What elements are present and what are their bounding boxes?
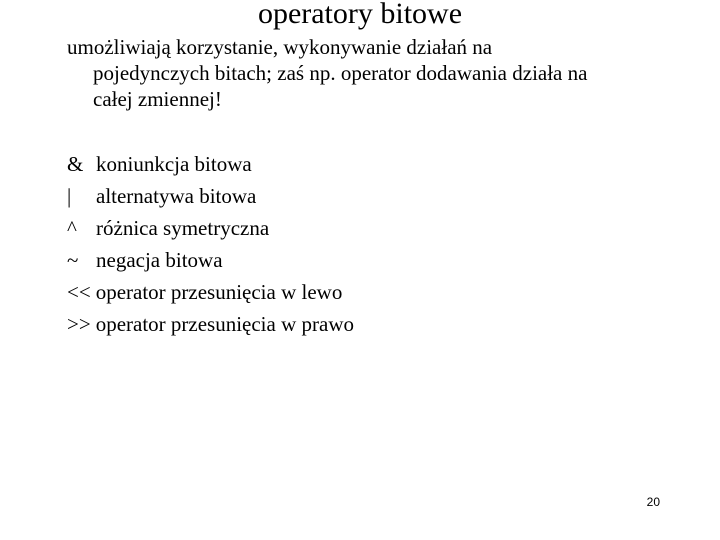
operator-symbol: << <box>67 280 91 304</box>
operator-description: koniunkcja bitowa <box>96 152 252 176</box>
operator-symbol: >> <box>67 312 91 336</box>
operator-item <box>67 276 354 308</box>
operator-symbol: | <box>67 184 72 208</box>
intro-line: całej zmiennej! <box>93 87 222 111</box>
operator-item <box>67 212 354 244</box>
operator-symbol: & <box>67 152 84 176</box>
operator-description: operator przesunięcia w lewo <box>95 280 343 304</box>
operator-item <box>67 148 354 180</box>
intro-paragraph <box>67 34 687 112</box>
intro-line: pojedynczych bitach; zaś np. operator dodawania działa na <box>93 61 588 85</box>
operator-symbol: ^ <box>67 216 77 240</box>
slide-title: operatory bitowe <box>257 0 463 30</box>
operator-item <box>67 180 354 212</box>
operator-description: operator przesunięcia w prawo <box>95 312 354 336</box>
intro-line: umożliwiają korzystanie, wykonywanie działań na <box>67 35 493 59</box>
operator-description: różnica symetryczna <box>96 216 270 240</box>
operator-symbol: ~ <box>67 248 79 272</box>
operator-item <box>67 244 354 276</box>
operator-item <box>67 308 354 340</box>
operator-list <box>67 148 354 340</box>
operator-description: negacja bitowa <box>96 248 223 272</box>
page-number: 20 <box>646 495 660 509</box>
operator-description: alternatywa bitowa <box>96 184 257 208</box>
